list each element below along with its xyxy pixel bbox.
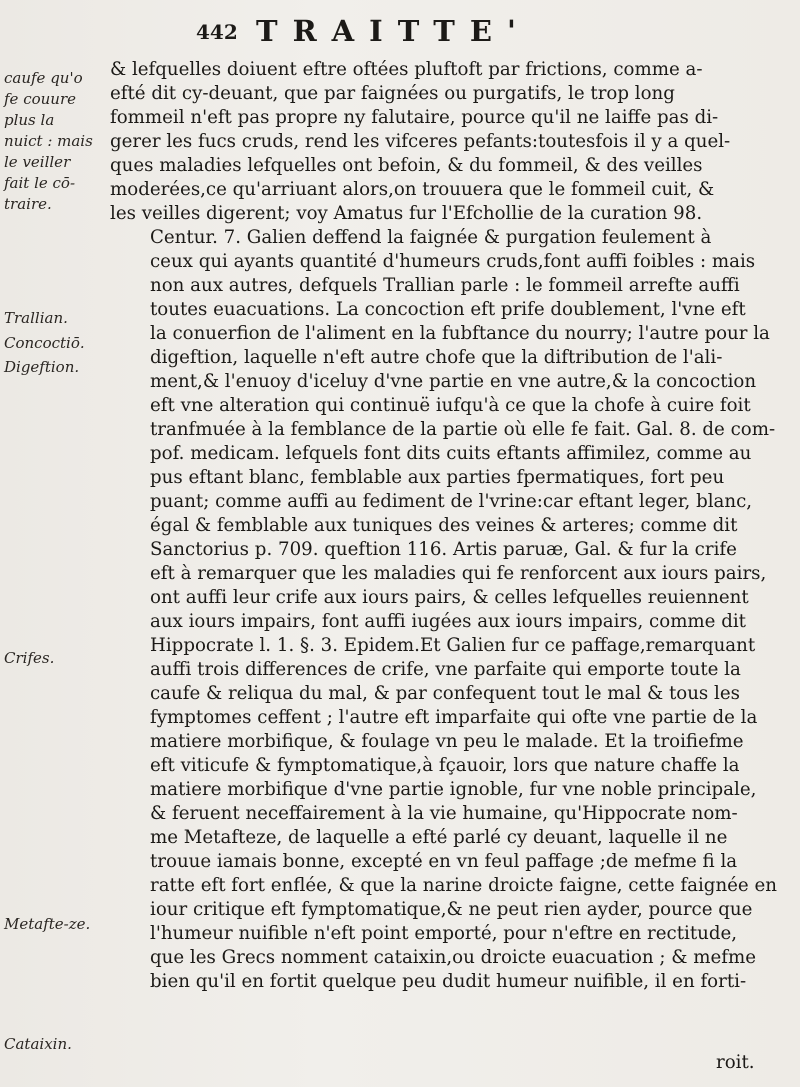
text-line: pus eftant blanc, femblable aux parties fpermatiques, fort peu [150,467,725,488]
text-line: ceux qui ayants quantité d'humeurs cruds,font auffi foibles : mais [150,251,756,272]
text-line: Centur. 7. Galien deffend la faignée & purgation feulement à [150,227,712,248]
margin-note-sleep: caufe qu'o fe couure plus la nuict : mais le veiller fait le cō-traire. [4,69,93,213]
margin-note-metasteze: Metafte-ze. [4,915,91,933]
text-line: les veilles digerent; voy Amatus fur l'Efchollie de la curation 98. [110,203,703,224]
text-line: trouue iamais bonne, excepté en vn feul paffage ;de mefme fi la [150,851,738,872]
margin-note-digestion: Digeftion. [4,358,80,376]
text-line: tranfmuée à la femblance de la partie où elle fe fait. Gal. 8. de com- [150,419,776,440]
text-line: ratte eft fort enflée, & que la narine droicte faigne, cette faignée en [150,875,777,896]
text-line: Hippocrate l. 1. §. 3. Epidem.Et Galien fur ce paffage,remarquant [150,635,756,656]
text-line: Sanctorius p. 709. queftion 116. Artis paruæ, Gal. & fur la crife [150,539,737,560]
text-line: me Metafteze, de laquelle a efté parlé cy deuant, laquelle il ne [150,827,728,848]
text-line: caufe & reliqua du mal, & par confequent tout le mal & tous les [150,683,740,704]
text-line: gerer les fucs cruds, rend les vifceres pefants:toutesfois il y a quel- [110,131,731,152]
text-line: roit. [716,1052,755,1073]
text-line: matiere morbifique d'vne partie ignoble, fur vne noble principale, [150,779,757,800]
text-line: fommeil n'eft pas propre ny falutaire, pource qu'il ne laiffe pas di- [110,107,719,128]
text-line: ment,& l'enuoy d'iceluy d'vne partie en vne autre,& la concoction [150,371,757,392]
text-line: matiere morbifique, & foulage vn peu le malade. Et la troifiefme [150,731,744,752]
text-line: auffi trois differences de crife, vne parfaite qui emporte toute la [150,659,741,680]
text-line: égal & femblable aux tuniques des veines & arteres; comme dit [150,515,738,536]
text-line: & lefquelles doiuent eftre oftées pluftoft par frictions, comme a- [110,59,703,80]
text-line: eft viticufe & fymptomatique,à fçauoir, lors que nature chaffe la [150,755,740,776]
text-line: & feruent neceffairement à la vie humaine, qu'Hippocrate nom- [150,803,738,824]
text-line: ont auffi leur crife aux iours pairs, & celles lefquelles reuiennent [150,587,749,608]
text-line: non aux autres, defquels Trallian parle : le fommeil arrefte auffi [150,275,740,296]
margin-note-concoction: Concoctiō. [4,334,85,352]
text-line: que les Grecs nomment cataixin,ou droicte euacuation ; & mefme [150,947,757,968]
text-line: moderées,ce qu'arriuant alors,on trouuera que le fommeil cuit, & [110,179,715,200]
text-line: efté dit cy-deuant, que par faignées ou purgatifs, le trop long [110,83,675,104]
margin-note-crises: Crifes. [4,649,55,667]
margin-note-trallian: Trallian. [4,309,68,327]
text-line: bien qu'il en fortit quelque peu dudit humeur nuifible, il en forti- [150,971,747,992]
text-line: l'humeur nuifible n'eft point emporté, pour n'eftre en rectitude, [150,923,738,944]
text-line: pof. medicam. lefquels font dits cuits eftants affimilez, comme au [150,443,752,464]
page-header [196,14,756,48]
text-line: digeftion, laquelle n'eft autre chofe que la diftribution de l'ali- [150,347,723,368]
text-line: puant; comme auffi au fediment de l'vrine:car eftant leger, blanc, [150,491,753,512]
text-line: ques maladies lefquelles ont befoin, & du fommeil, & des veilles [110,155,703,176]
text-line: eft à remarquer que les maladies qui fe renforcent aux iours pairs, [150,563,767,584]
text-line: aux iours impairs, font auffi iugées aux iours impairs, comme dit [150,611,746,632]
text-line: la conuerfion de l'aliment en la fubftance du nourry; l'autre pour la [150,323,770,344]
text-line: fymptomes ceffent ; l'autre eft imparfaite qui ofte vne partie de la [150,707,758,728]
margin-note-cataixin: Cataixin. [4,1035,72,1053]
text-line: iour critique eft fymptomatique,& ne peut rien ayder, pource que [150,899,753,920]
text-line: eft vne alteration qui continuë iufqu'à ce que la chofe à cuire foit [150,395,751,416]
text-line: toutes euacuations. La concoction eft prife doublement, l'vne eft [150,299,746,320]
running-title: TRAITTE' [256,14,531,48]
page-number: 442 [196,20,238,44]
